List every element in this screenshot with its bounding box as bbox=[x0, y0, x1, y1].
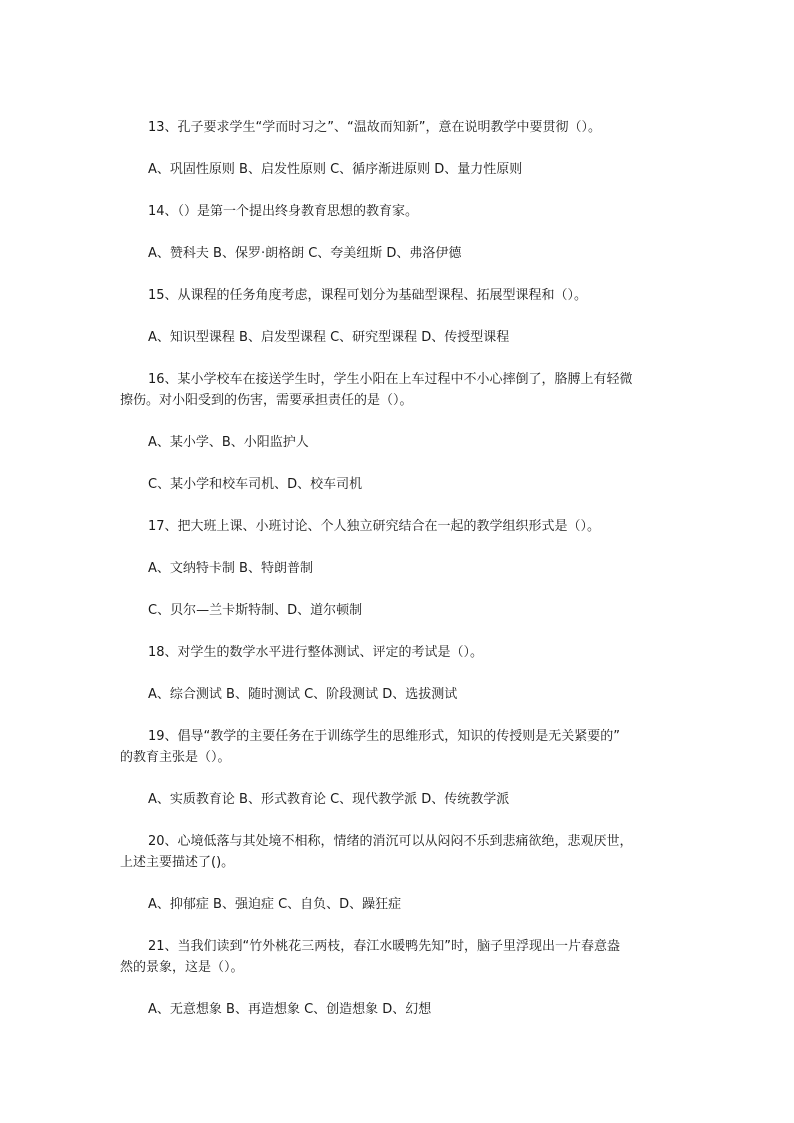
question-16-line2: 擦伤。对小阳受到的伤害，需要承担责任的是（）。 bbox=[120, 393, 413, 408]
options-15: A、知识型课程 B、启发型课程 C、研究型课程 D、传授型课程 bbox=[148, 330, 510, 345]
options-21: A、无意想象 B、再造想象 C、创造想象 D、幻想 bbox=[148, 1002, 432, 1017]
options-14: A、赞科夫 B、保罗·朗格朗 C、夸美纽斯 D、弗洛伊德 bbox=[148, 246, 462, 261]
question-21-line1: 21、当我们读到“竹外桃花三两枝，春江水暖鸭先知”时，脑子里浮现出一片春意盎 bbox=[148, 939, 621, 954]
options-16-b: C、某小学和校车司机、D、校车司机 bbox=[148, 477, 363, 492]
question-20-line2: 上述主要描述了()。 bbox=[120, 855, 235, 870]
options-13: A、巩固性原则 B、启发性原则 C、循序渐进原则 D、量力性原则 bbox=[148, 162, 523, 177]
question-20-line1: 20、心境低落与其处境不相称，情绪的消沉可以从闷闷不乐到悲痛欲绝，悲观厌世， bbox=[148, 834, 633, 849]
options-16-a: A、某小学、B、小阳监护人 bbox=[148, 435, 309, 450]
question-21-line2: 然的景象，这是（）。 bbox=[120, 960, 244, 975]
question-19-line2: 的教育主张是（）。 bbox=[120, 750, 231, 765]
question-13: 13、孔子要求学生“学而时习之”、“温故而知新”，意在说明教学中要贯彻（）。 bbox=[148, 120, 601, 135]
question-list bbox=[120, 117, 678, 1020]
options-19: A、实质教育论 B、形式教育论 C、现代教学派 D、传统教学派 bbox=[148, 792, 510, 807]
question-15: 15、从课程的任务角度考虑，课程可划分为基础型课程、拓展型课程和（）。 bbox=[148, 288, 588, 303]
question-14: 14、（）是第一个提出终身教育思想的教育家。 bbox=[148, 204, 419, 219]
question-18: 18、对学生的数学水平进行整体测试、评定的考试是（）。 bbox=[148, 645, 484, 660]
question-17: 17、把大班上课、小班讨论、个人独立研究结合在一起的教学组织形式是（）。 bbox=[148, 519, 601, 534]
options-17-a: A、文纳特卡制 B、特朗普制 bbox=[148, 561, 313, 576]
options-18: A、综合测试 B、随时测试 C、阶段测试 D、选拔测试 bbox=[148, 687, 458, 702]
options-17-b: C、贝尔—兰卡斯特制、D、道尔顿制 bbox=[148, 603, 363, 618]
options-20: A、抑郁症 B、强迫症 C、自负、D、躁狂症 bbox=[148, 897, 402, 912]
question-16-line1: 16、某小学校车在接送学生时，学生小阳在上车过程中不小心摔倒了，胳膊上有轻微 bbox=[148, 372, 633, 387]
question-19-line1: 19、倡导“教学的主要任务在于训练学生的思维形式，知识的传授则是无关紧要的” bbox=[148, 729, 621, 744]
